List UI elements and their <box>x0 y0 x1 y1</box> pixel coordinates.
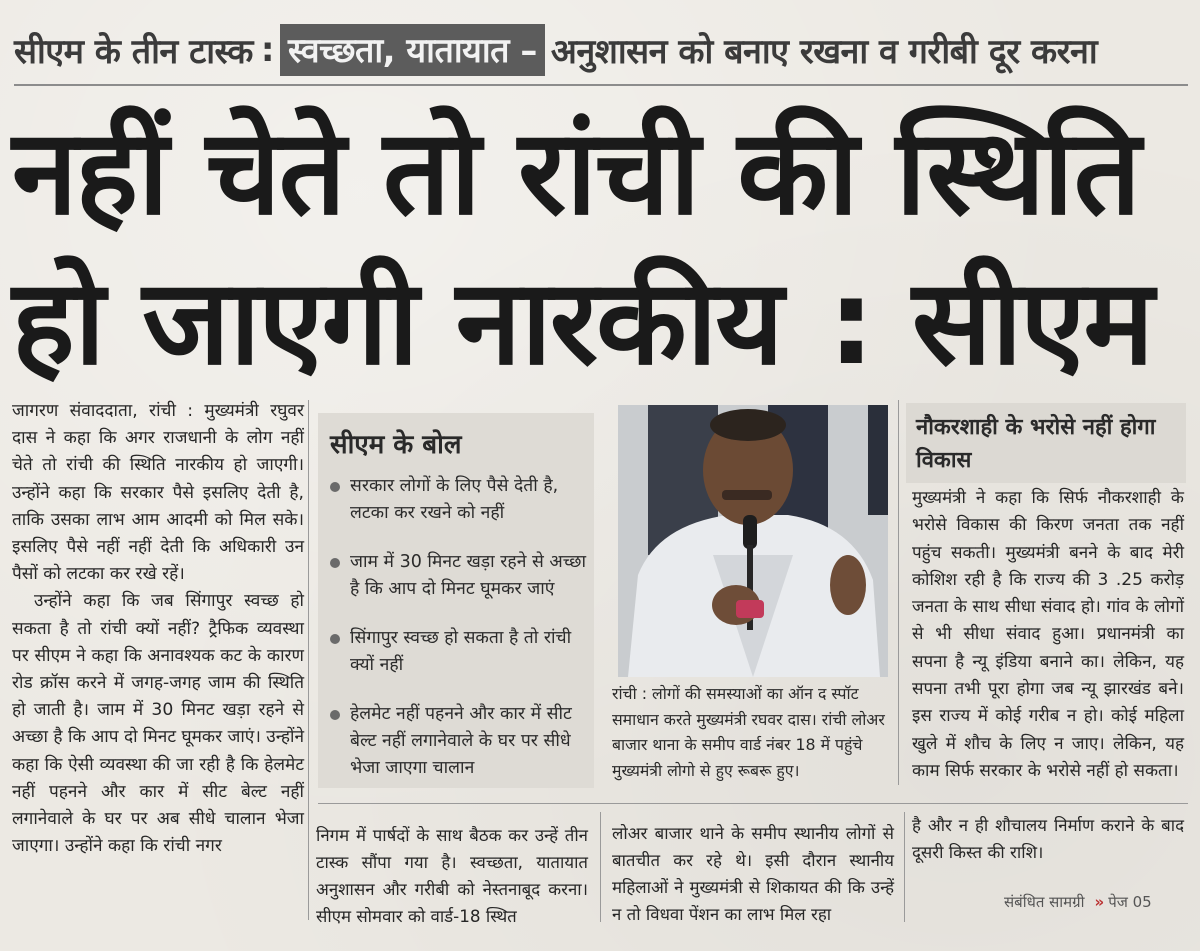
double-chevron-icon: » <box>1094 893 1105 911</box>
headline-line-1: नहीं चेते तो रांची की स्थिति <box>12 103 1139 241</box>
story-paragraph-1: जागरण संवाददाता, रांची : मुख्यमंत्री रघुवर दास ने कहा कि अगर राजधानी के लोग नहीं चेते तो रांची की स्थिति नारकीय हो जाएगी। उन्होंने कहा कि सरकार पैसे इसलिए देती है, ताकि उसका लाभ आम आदमी को मिल सके। इसलिए पैसे नहीं नहीं देती कि अधिकारी उन पैसों को लटका कर रखे रहें। <box>12 401 304 585</box>
cm-quote-text: सरकार लोगों के लिए पैसे देती है, लटका कर रखने को नहीं <box>350 476 559 523</box>
cm-quote-item <box>330 701 588 782</box>
main-headline <box>12 92 1192 402</box>
story-continuation-1: निगम में पार्षदों के साथ बैठक कर उन्हें तीन टास्क सौंपा गया है। स्वच्छता, यातायात अनुशासन और गरीबी को नेस्तनाबूद करना। सीएम सोमवार को वार्ड-18 स्थित <box>316 825 588 926</box>
related-page: पेज 05 <box>1108 893 1152 911</box>
cm-quotes-title: सीएम के बोल <box>330 430 462 460</box>
story-column-1 <box>12 398 304 860</box>
cm-quote-item <box>330 549 588 603</box>
related-content-link[interactable] <box>1004 892 1152 912</box>
column-divider <box>904 812 905 922</box>
bottom-divider <box>318 803 1188 804</box>
sidebar-heading-box <box>906 403 1186 483</box>
column-divider <box>898 400 899 785</box>
related-label: संबंधित सामग्री <box>1004 893 1085 911</box>
top-divider <box>14 84 1188 86</box>
sidebar-body: मुख्यमंत्री ने कहा कि सिर्फ नौकरशाही के भरोसे विकास की किरण जनता तक नहीं पहुंच सकती। मुख्यमंत्री बनने के बाद मेरी कोशिश रही है कि राज्य की 3 .25 करोड़ जनता के साथ सीधा संवाद हो। गांव के लोगों से भी सीधा संवाद हुआ। प्रधानमंत्री का सपना है न्यू इंडिया बनाने का। लेकिन, यह सपना तभी पूरा होगा जब न्यू झारखंड बने। इस राज्य में कोई गरीब न हो। कोई महिला खुले में शौच के लिए न जाए। लेकिन, यह काम सिर्फ सरकार के भरोसे नहीं हो सकता। <box>912 488 1184 781</box>
story-continuation-2: लोअर बाजार थाने के समीप स्थानीय लोगों से बातचीत कर रहे थे। इसी दौरान स्थानीय महिलाओं ने मुख्यमंत्री से शिकायत की कि उन्हें न तो विधवा पेंशन का लाभ मिल रहा <box>612 823 894 924</box>
kicker-separator: : <box>260 30 274 70</box>
news-photo <box>618 405 888 677</box>
bullet-icon <box>330 634 340 644</box>
headline-line-2 <box>12 242 1192 402</box>
kicker-lead: सीएम के तीन टास्क <box>14 32 253 72</box>
cm-quote-text: सिंगापुर स्वच्छ हो सकता है तो रांची क्यों नहीं <box>350 628 572 675</box>
bullet-icon <box>330 710 340 720</box>
story-paragraph-2: उन्होंने कहा कि जब सिंगापुर स्वच्छ हो सकता है तो रांची क्यों नहीं? ट्रैफिक व्यवस्था पर सीएम ने कहा कि अनावश्यक कट के कारण रोड क्रॉस करने में जगह-जगह जाम की स्थिति हो जाती है। जाम में 30 मिनट खड़ा रहने से अच्छा है कि आप दो मिनट घूमकर जाएं। उन्होंने कहा कि ऐसी व्यवस्था की जा रही है कि हेलमेट नहीं पहनने और कार में सीट बेल्ट नहीं लगानेवाले के घर पर अब सीधे चालान भेजा जाएगा। उन्होंने कहा कि रांची नगर <box>12 591 304 857</box>
story-continuation-3: है और न ही शौचालय निर्माण कराने के बाद दूसरी किस्त की राशि। <box>912 815 1184 862</box>
column-divider <box>600 812 601 922</box>
photo-caption: रांची : लोगों की समस्याओं का ऑन द स्पॉट समाधान करते मुख्यमंत्री रघवर दास। रांची लोअर बाजार थाना के समीप वार्ड नंबर 18 में पहुंचे मुख्यमंत्री लोगो से हुए रूबरू हुए। <box>612 684 885 780</box>
cm-quote-item <box>330 473 588 527</box>
cm-quote-item <box>330 625 588 679</box>
headline-line-2-text: हो जाएगी नारकीय <box>12 253 782 391</box>
headline-line-2-end: : सीएम <box>827 253 1153 391</box>
cm-quote-text: जाम में 30 मिनट खड़ा रहने से अच्छा है कि आप दो मिनट घूमकर जाएं <box>350 552 586 599</box>
cm-quote-text: हेलमेट नहीं पहनने और कार में सीट बेल्ट नहीं लगानेवाले के घर पर सीधे भेजा जाएगा चालान <box>350 704 572 778</box>
bullet-icon <box>330 482 340 492</box>
sidebar-heading: नौकरशाही के भरोसे नहीं होगा विकास <box>916 415 1156 473</box>
kicker-rest: अनुशासन को बनाए रखना व गरीबी दूर करना <box>550 32 1098 72</box>
kicker-line <box>14 22 1194 78</box>
cm-quotes-list <box>330 473 588 804</box>
bullet-icon <box>330 558 340 568</box>
chief-minister-photo <box>618 405 888 677</box>
column-divider <box>308 400 309 920</box>
cm-quotes-box <box>318 413 594 788</box>
kicker-highlight: स्वच्छता, यातायात – <box>280 24 545 76</box>
